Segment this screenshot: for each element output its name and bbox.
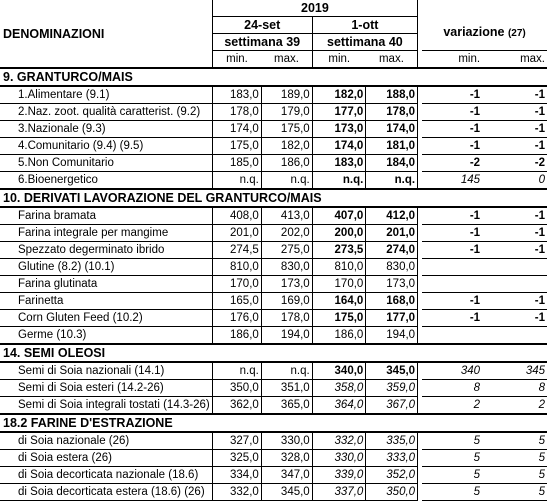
value-cell: -1: [422, 138, 482, 155]
value-cell: 345,0: [366, 362, 418, 380]
value-cell: 186,0: [212, 327, 261, 345]
table-row: [0, 172, 547, 190]
week40-label: settimana 40: [312, 34, 417, 51]
value-cell: 177,0: [366, 310, 418, 327]
value-cell: 183,0: [312, 155, 366, 172]
value-cell: 340: [422, 362, 482, 380]
value-cell: -1: [482, 207, 547, 225]
value-cell: 359,0: [366, 380, 418, 397]
row-label: di Soia estera (26): [0, 450, 212, 467]
value-cell: 173,0: [261, 276, 312, 293]
value-cell: 181,0: [366, 138, 418, 155]
row-label: Farina glutinata: [0, 276, 212, 293]
value-cell: 5: [482, 484, 547, 501]
value-cell: 145: [422, 172, 482, 190]
max-label: max.: [366, 51, 418, 69]
table-row: [0, 432, 547, 450]
value-cell: 174,0: [312, 138, 366, 155]
value-cell: 175,0: [212, 138, 261, 155]
max-label: max.: [261, 51, 312, 69]
row-label: Farina integrale per mangime: [0, 225, 212, 242]
value-cell: 201,0: [366, 225, 418, 242]
value-cell: 8: [422, 380, 482, 397]
table-row: [0, 362, 547, 380]
denominazioni-header: DENOMINAZIONI: [3, 26, 105, 41]
value-cell: 176,0: [212, 310, 261, 327]
value-cell: 5: [482, 450, 547, 467]
value-cell: 325,0: [212, 450, 261, 467]
week40-date: 1-ott: [312, 17, 417, 34]
value-cell: 332,0: [312, 432, 366, 450]
value-cell: 365,0: [261, 397, 312, 415]
value-cell: -1: [482, 121, 547, 138]
value-cell: 165,0: [212, 293, 261, 310]
value-cell: 810,0: [212, 259, 261, 276]
value-cell: 830,0: [261, 259, 312, 276]
value-cell: 178,0: [261, 310, 312, 327]
value-cell: 345,0: [261, 484, 312, 501]
row-label: Semi di Soia esteri (14.2-26): [0, 380, 212, 397]
value-cell: 350,0: [366, 484, 418, 501]
value-cell: 5: [482, 467, 547, 484]
value-cell: 182,0: [312, 86, 366, 104]
row-label: 3.Nazionale (9.3): [0, 121, 212, 138]
value-cell: 340,0: [312, 362, 366, 380]
value-cell: 407,0: [312, 207, 366, 225]
value-cell: 194,0: [366, 327, 418, 345]
value-cell: 327,0: [212, 432, 261, 450]
value-cell: 350,0: [212, 380, 261, 397]
value-cell: n.q.: [312, 172, 366, 190]
table-row: [0, 121, 547, 138]
value-cell: [422, 276, 482, 293]
value-cell: 5: [422, 432, 482, 450]
section-header: [0, 189, 547, 207]
min-label: min.: [212, 51, 261, 69]
row-label: Spezzato degerminato ibrido: [0, 242, 212, 259]
value-cell: 830,0: [366, 259, 418, 276]
value-cell: 5: [422, 450, 482, 467]
value-cell: 170,0: [212, 276, 261, 293]
table-row: [0, 86, 547, 104]
value-cell: 186,0: [261, 155, 312, 172]
value-cell: 335,0: [366, 432, 418, 450]
value-cell: n.q.: [212, 362, 261, 380]
value-cell: -1: [422, 104, 482, 121]
value-cell: 164,0: [312, 293, 366, 310]
value-cell: -1: [422, 86, 482, 104]
table-row: [0, 327, 547, 345]
value-cell: 177,0: [312, 104, 366, 121]
value-cell: 170,0: [312, 276, 366, 293]
value-cell: 362,0: [212, 397, 261, 415]
year-header: 2019: [212, 0, 417, 17]
value-cell: -1: [482, 138, 547, 155]
value-cell: 337,0: [312, 484, 366, 501]
table-row: [0, 310, 547, 327]
value-cell: 184,0: [366, 155, 418, 172]
value-cell: -2: [482, 155, 547, 172]
value-cell: 178,0: [212, 104, 261, 121]
value-cell: 175,0: [261, 121, 312, 138]
value-cell: 178,0: [366, 104, 418, 121]
value-cell: 334,0: [212, 467, 261, 484]
variazione-header: variazione (27): [443, 25, 526, 40]
value-cell: 330,0: [261, 432, 312, 450]
value-cell: 8: [482, 380, 547, 397]
value-cell: 367,0: [366, 397, 418, 415]
section-title: 18.2 FARINE D'ESTRAZIONE: [0, 414, 547, 432]
table-row: [0, 293, 547, 310]
value-cell: -1: [422, 310, 482, 327]
value-cell: 332,0: [212, 484, 261, 501]
table-row: [0, 450, 547, 467]
value-cell: -1: [482, 104, 547, 121]
value-cell: 201,0: [212, 225, 261, 242]
row-label: 4.Comunitario (9.4) (9.5): [0, 138, 212, 155]
value-cell: 333,0: [366, 450, 418, 467]
value-cell: 173,0: [366, 276, 418, 293]
value-cell: [422, 327, 482, 345]
value-cell: 200,0: [312, 225, 366, 242]
value-cell: 412,0: [366, 207, 418, 225]
row-label: Corn Gluten Feed (10.2): [0, 310, 212, 327]
section-title: 14. SEMI OLEOSI: [0, 344, 547, 362]
value-cell: [482, 259, 547, 276]
min-label: min.: [422, 51, 482, 69]
table-row: [0, 380, 547, 397]
value-cell: -1: [422, 242, 482, 259]
value-cell: 174,0: [212, 121, 261, 138]
row-label: 2.Naz. zoot. qualità caratterist. (9.2): [0, 104, 212, 121]
table-row: [0, 104, 547, 121]
value-cell: [422, 259, 482, 276]
row-label: 5.Non Comunitario: [0, 155, 212, 172]
value-cell: 5: [422, 484, 482, 501]
value-cell: 328,0: [261, 450, 312, 467]
value-cell: 810,0: [312, 259, 366, 276]
min-label: min.: [312, 51, 366, 69]
table-row: [0, 467, 547, 484]
row-label: 1.Alimentare (9.1): [0, 86, 212, 104]
value-cell: -1: [482, 242, 547, 259]
value-cell: -2: [422, 155, 482, 172]
row-label: Farinetta: [0, 293, 212, 310]
table-row: [0, 138, 547, 155]
value-cell: 185,0: [212, 155, 261, 172]
value-cell: 2: [482, 397, 547, 415]
row-label: 6.Bioenergetico: [0, 172, 212, 190]
table-row: [0, 276, 547, 293]
value-cell: 175,0: [312, 310, 366, 327]
value-cell: -1: [482, 293, 547, 310]
value-cell: 5: [482, 432, 547, 450]
table-row: [0, 242, 547, 259]
value-cell: -1: [422, 207, 482, 225]
row-label: di Soia nazionale (26): [0, 432, 212, 450]
value-cell: 339,0: [312, 467, 366, 484]
table-row: [0, 484, 547, 501]
value-cell: 274,0: [366, 242, 418, 259]
value-cell: n.q.: [212, 172, 261, 190]
value-cell: 352,0: [366, 467, 418, 484]
value-cell: 274,5: [212, 242, 261, 259]
row-label: di Soia decorticata nazionale (18.6): [0, 467, 212, 484]
value-cell: 202,0: [261, 225, 312, 242]
row-label: Germe (10.3): [0, 327, 212, 345]
table-row: [0, 225, 547, 242]
week39-date: 24-set: [212, 17, 312, 34]
row-label: Glutine (8.2) (10.1): [0, 259, 212, 276]
value-cell: 188,0: [366, 86, 418, 104]
value-cell: 169,0: [261, 293, 312, 310]
value-cell: 345: [482, 362, 547, 380]
row-label: Farina bramata: [0, 207, 212, 225]
section-title: 9. GRANTURCO/MAIS: [0, 68, 547, 86]
section-header: [0, 414, 547, 432]
section-header: [0, 68, 547, 86]
table-row: [0, 397, 547, 415]
value-cell: 183,0: [212, 86, 261, 104]
value-cell: 173,0: [312, 121, 366, 138]
value-cell: n.q.: [261, 172, 312, 190]
value-cell: n.q.: [261, 362, 312, 380]
value-cell: 413,0: [261, 207, 312, 225]
value-cell: 275,0: [261, 242, 312, 259]
value-cell: [482, 327, 547, 345]
table-row: [0, 207, 547, 225]
value-cell: n.q.: [366, 172, 418, 190]
row-label: Semi di Soia nazionali (14.1): [0, 362, 212, 380]
table-row: [0, 259, 547, 276]
value-cell: 273,5: [312, 242, 366, 259]
max-label: max.: [482, 51, 547, 69]
value-cell: [482, 276, 547, 293]
value-cell: 174,0: [366, 121, 418, 138]
table-row: [0, 155, 547, 172]
section-title: 10. DERIVATI LAVORAZIONE DEL GRANTURCO/MAIS: [0, 189, 547, 207]
value-cell: 179,0: [261, 104, 312, 121]
row-label: di Soia decorticata estera (18.6) (26): [0, 484, 212, 501]
value-cell: -1: [482, 86, 547, 104]
value-cell: 351,0: [261, 380, 312, 397]
value-cell: 358,0: [312, 380, 366, 397]
value-cell: 330,0: [312, 450, 366, 467]
value-cell: -1: [482, 310, 547, 327]
value-cell: -1: [422, 293, 482, 310]
value-cell: 364,0: [312, 397, 366, 415]
value-cell: 182,0: [261, 138, 312, 155]
value-cell: 168,0: [366, 293, 418, 310]
value-cell: -1: [482, 225, 547, 242]
value-cell: -1: [422, 121, 482, 138]
week39-label: settimana 39: [212, 34, 312, 51]
value-cell: 2: [422, 397, 482, 415]
value-cell: 408,0: [212, 207, 261, 225]
value-cell: 189,0: [261, 86, 312, 104]
value-cell: 194,0: [261, 327, 312, 345]
row-label: Semi di Soia integrali tostati (14.3-26): [0, 397, 212, 415]
value-cell: -1: [422, 225, 482, 242]
value-cell: 5: [422, 467, 482, 484]
value-cell: 0: [482, 172, 547, 190]
section-header: [0, 344, 547, 362]
value-cell: 347,0: [261, 467, 312, 484]
value-cell: 186,0: [312, 327, 366, 345]
